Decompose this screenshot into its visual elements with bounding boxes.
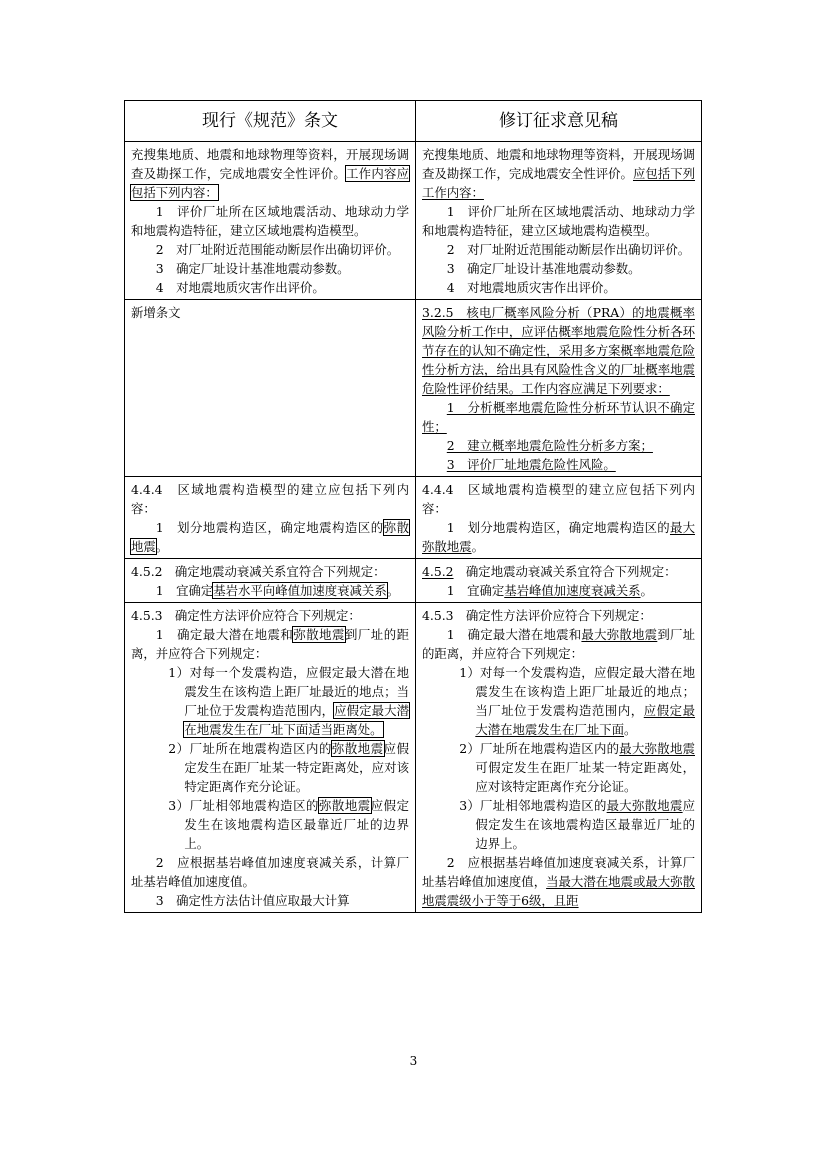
revision-clause-cell — [416, 477, 702, 559]
clause-item: 3 确定厂址设计基准地震动参数。 — [446, 261, 641, 276]
clause-item: 2 对厂址附近范围能动断层作出确切评价。 — [155, 242, 400, 257]
page-number: 3 — [409, 1054, 418, 1068]
header-current-clause: 现行《规范》条文 — [125, 101, 416, 142]
underlined-text: 3 评价厂址地震危险性风险。 — [446, 457, 616, 472]
underlined-text: 2 建立概率地震危险性分析多方案； — [446, 438, 653, 453]
clause-paragraph: 4.4.4 区域地震构造模型的建立应包括下列内容： — [422, 482, 695, 516]
clause-item: 1 确定最大潜在地震和最大弥散地震到厂址的距离，并应符合下列规定： — [422, 627, 695, 661]
clause-paragraph: 新增条文 — [131, 305, 181, 320]
underlined-text: 当最大潜在地震或最大弥散地震震级小于等于6级，且距 — [422, 874, 696, 908]
clause-item: 4 对地震地质灾害作出评价。 — [446, 280, 616, 295]
clause-paragraph: 4.5.2 确定地震动衰减关系宜符合下列规定： — [422, 564, 677, 579]
table-row — [125, 559, 702, 603]
clause-item: 3 确定厂址设计基准地震动参数。 — [155, 261, 350, 276]
underlined-text: 应包括下列工作内容： — [422, 166, 696, 200]
header-row — [125, 101, 702, 142]
underlined-text: 最大弥散地震 — [606, 798, 683, 813]
clause-item: 1 宜确定基岩水平向峰值加速度衰减关系。 — [155, 583, 400, 598]
clause-subitem: 2）厂址所在地震构造区内的弥散地震应假定发生在距厂址某一特定距离处，应对该特定距离作充分论证。 — [168, 741, 410, 794]
clause-item — [422, 436, 695, 455]
table-row — [125, 477, 702, 559]
comparison-table — [124, 100, 702, 913]
clause-subitem: 1）对每一个发震构造，应假定最大潜在地震发生在该构造上距厂址最近的地点；当厂址位于发震构造范围内，应假定最大潜在地震发生在厂址下面。 — [459, 665, 696, 737]
clause-item: 1 评价厂址所在区域地震活动、地球动力学和地震构造特征，建立区域地震构造模型。 — [422, 204, 695, 238]
clause-paragraph — [422, 303, 695, 398]
clause-subitem: 2）厂址所在地震构造区内的最大弥散地震可假定发生在距厂址某一特定距离处，应对该特定距离作充分论证。 — [459, 741, 695, 794]
underlined-text: 3.2.5 核电厂概率风险分析（PRA）的地震概率风险分析工作中，应评估概率地震危险性分析各环节存在的认知不确定性，采用多方案概率地震危险性分析方法，给出具有风险性含义的厂址概率地震危险性评价结果。工作内容应满足下列要求： — [422, 305, 695, 396]
clause-subitem: 3）厂址相邻地震构造区的弥散地震应假定发生在该地震构造区最靠近厂址的边界上。 — [168, 798, 410, 851]
clause-paragraph: 充搜集地质、地震和地球物理等资料，开展现场调查及勘探工作，完成地震安全性评价。工作内容应包括下列内容： — [131, 147, 410, 200]
clause-item — [422, 455, 695, 474]
underlined-text: 基岩峰值加速度衰减关系 — [504, 583, 641, 598]
underlined-text: 应假定最大潜在地震发生在厂址下面 — [475, 703, 696, 737]
boxed-text: 弥散地震 — [318, 798, 371, 813]
underlined-text: 最大弥散地震 — [581, 627, 658, 642]
clause-subitem: 3）厂址相邻地震构造区的最大弥散地震应假定发生在该地震构造区最靠近厂址的边界上。 — [459, 798, 695, 851]
clause-item: 1 评价厂址所在区域地震活动、地球动力学和地震构造特征，建立区域地震构造模型。 — [131, 204, 409, 238]
table-row — [125, 300, 702, 477]
underlined-text: 1 分析概率地震危险性分析环节认识不确定性； — [422, 400, 695, 434]
boxed-text: 弥散地震 — [131, 520, 410, 554]
header-revision-draft: 修订征求意见稿 — [416, 101, 702, 142]
current-clause-cell — [125, 603, 416, 913]
clause-item: 2 应根据基岩峰值加速度衰减关系，计算厂址基岩峰值加速度值，当最大潜在地震或最大弥散地震震级小于等于6级，且距 — [422, 855, 696, 908]
table-row — [125, 603, 702, 913]
clause-paragraph: 4.4.4 区域地震构造模型的建立应包括下列内容： — [131, 482, 409, 516]
clause-item: 2 应根据基岩峰值加速度衰减关系，计算厂址基岩峰值加速度值。 — [131, 855, 409, 889]
clause-paragraph: 充搜集地质、地震和地球物理等资料，开展现场调查及勘探工作，完成地震安全性评价。应包括下列工作内容： — [422, 147, 696, 200]
current-clause-cell — [125, 300, 416, 477]
revision-clause-cell — [416, 142, 702, 300]
clause-paragraph: 4.5.3 确定性方法评价应符合下列规定： — [131, 608, 361, 623]
table-row — [125, 142, 702, 300]
revision-clause-cell — [416, 559, 702, 603]
boxed-text: 弥散地震 — [331, 741, 384, 756]
clause-item: 1 确定最大潜在地震和弥散地震到厂址的距离，并应符合下列规定： — [131, 627, 410, 661]
underlined-text: 最大弥散地震 — [619, 741, 695, 756]
underlined-text: 4.5.2 — [422, 564, 454, 579]
boxed-text: 基岩水平向峰值加速度衰减关系 — [213, 583, 387, 598]
clause-item — [422, 398, 695, 436]
clause-item: 3 确定性方法估计值应取最大计算 — [155, 893, 350, 908]
boxed-text: 弥散地震 — [293, 627, 345, 642]
clause-item: 2 对厂址附近范围能动断层作出确切评价。 — [446, 242, 691, 257]
clause-item: 1 宜确定基岩峰值加速度衰减关系。 — [446, 583, 653, 598]
underlined-text: 最大弥散地震 — [422, 520, 696, 554]
current-clause-cell — [125, 142, 416, 300]
clause-paragraph: 4.5.2 确定地震动衰减关系宜符合下列规定： — [131, 564, 386, 579]
revision-clause-cell — [416, 603, 702, 913]
clause-item: 1 划分地震构造区，确定地震构造区的最大弥散地震。 — [422, 520, 696, 554]
clause-item: 1 划分地震构造区，确定地震构造区的弥散地震。 — [131, 520, 410, 554]
revision-clause-cell — [416, 300, 702, 477]
clause-item: 4 对地震地质灾害作出评价。 — [155, 280, 325, 295]
clause-subitem: 1）对每一个发震构造，应假定最大潜在地震发生在该构造上距厂址最近的地点；当厂址位于发震构造范围内，应假定最大潜在地震发生在厂址下面适当距离处。 — [168, 665, 410, 737]
current-clause-cell — [125, 559, 416, 603]
current-clause-cell — [125, 477, 416, 559]
clause-paragraph: 4.5.3 确定性方法评价应符合下列规定： — [422, 608, 652, 623]
boxed-text: 应假定最大潜在地震发生在厂址下面适当距离处。 — [184, 703, 410, 737]
boxed-text: 工作内容应包括下列内容： — [131, 166, 410, 200]
